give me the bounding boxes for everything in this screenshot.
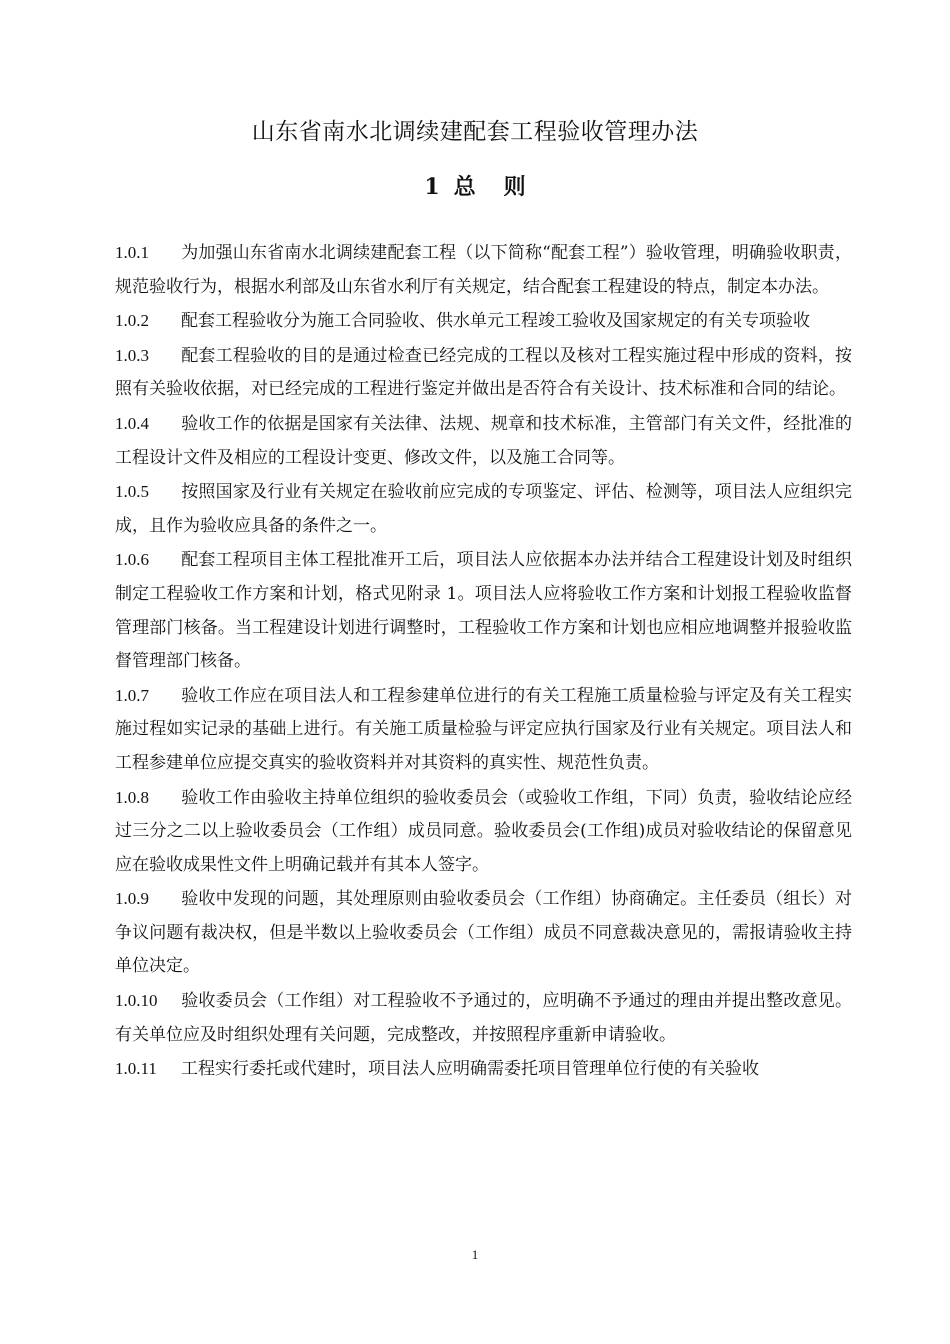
clause-text: 验收工作应在项目法人和工程参建单位进行的有关工程施工质量检验与评定及有关工程实施过程如实记录的基础上进行。有关施工质量检验与评定应执行国家及行业有关规定。项目法人和工程参建单位应提交真实的验收资料并对其资料的真实性、规范性负责。 [115,685,852,773]
clause-1-0-3 [115,339,852,407]
clause-text: 为加强山东省南水北调续建配套工程（以下简称“配套工程”）验收管理，明确验收职责，规范验收行为，根据水利部及山东省水利厅有关规定，结合配套工程建设的特点，制定本办法。 [115,243,852,297]
clause-1-0-10 [115,984,852,1052]
clause-number: 1.0.5 [115,482,149,502]
chapter-heading [0,172,950,202]
clause-number: 1.0.1 [115,243,149,262]
clauses-body [115,236,852,1087]
clause-1-0-1 [115,236,852,304]
clause-number: 1.0.10 [115,991,158,1011]
clause-1-0-11 [115,1052,852,1087]
clause-number: 1.0.7 [115,685,149,705]
clause-1-0-8 [115,781,852,883]
clause-text: 配套工程项目主体工程批准开工后，项目法人应依据本办法并结合工程建设计划及时组织制定工程验收工作方案和计划，格式见附录 1。项目法人应将验收工作方案和计划报工程验收监督管理部门核备。当工程建设计划进行调整时，工程验收工作方案和计划也应相应地调整并报验收监督管理部门核备。 [115,550,852,672]
clause-text: 配套工程验收分为施工合同验收、供水单元工程竣工验收及国家规定的有关专项验收 [181,311,810,332]
clause-1-0-5 [115,475,852,543]
clause-number: 1.0.2 [115,311,149,331]
chapter-title-part2: 则 [503,174,526,200]
clause-1-0-7 [115,679,852,781]
clause-number: 1.0.11 [115,1059,157,1079]
page-number: 1 [471,1247,479,1262]
clause-1-0-2 [115,304,852,339]
clause-1-0-9 [115,882,852,984]
clause-number: 1.0.6 [115,550,149,570]
document-title: 山东省南水北调续建配套工程验收管理办法 [251,119,699,145]
chapter-number: 1 [424,174,440,200]
clause-text: 验收委员会（工作组）对工程验收不予通过的，应明确不予通过的理由并提出整改意见。有关单位应及时组织处理有关问题，完成整改，并按照程序重新申请验收。 [115,991,852,1045]
clause-text: 工程实行委托或代建时，项目法人应明确需委托项目管理单位行使的有关验收 [181,1059,759,1080]
clause-text: 配套工程验收的目的是通过检查已经完成的工程以及核对工程实施过程中形成的资料，按照有关验收依据，对已经完成的工程进行鉴定并做出是否符合有关设计、技术标准和合同的结论。 [115,345,852,400]
clause-number: 1.0.4 [115,413,149,433]
clause-text: 按照国家及行业有关规定在验收前应完成的专项鉴定、评估、检测等，项目法人应组织完成，且作为验收应具备的条件之一。 [115,482,852,536]
clause-number: 1.0.8 [115,787,149,807]
clause-number: 1.0.9 [115,889,149,909]
clause-text: 验收工作的依据是国家有关法律、法规、规章和技术标准，主管部门有关文件，经批准的工程设计文件及相应的工程设计变更、修改文件，以及施工合同等。 [115,413,852,468]
clause-1-0-4 [115,407,852,475]
clause-1-0-6 [115,543,852,678]
chapter-title-part1: 总 [453,174,476,200]
clause-text: 验收中发现的问题，其处理原则由验收委员会（工作组）协商确定。主任委员（组长）对争议问题有裁决权，但是半数以上验收委员会（工作组）成员不同意裁决意见的，需报请验收主持单位决定。 [115,889,852,977]
clause-number: 1.0.3 [115,345,149,365]
clause-text: 验收工作由验收主持单位组织的验收委员会（或验收工作组，下同）负责，验收结论应经过三分之二以上验收委员会（工作组）成员同意。验收委员会(工作组)成员对验收结论的保留意见应在验收成果性文件上明确记载并有其本人签字。 [115,787,852,875]
